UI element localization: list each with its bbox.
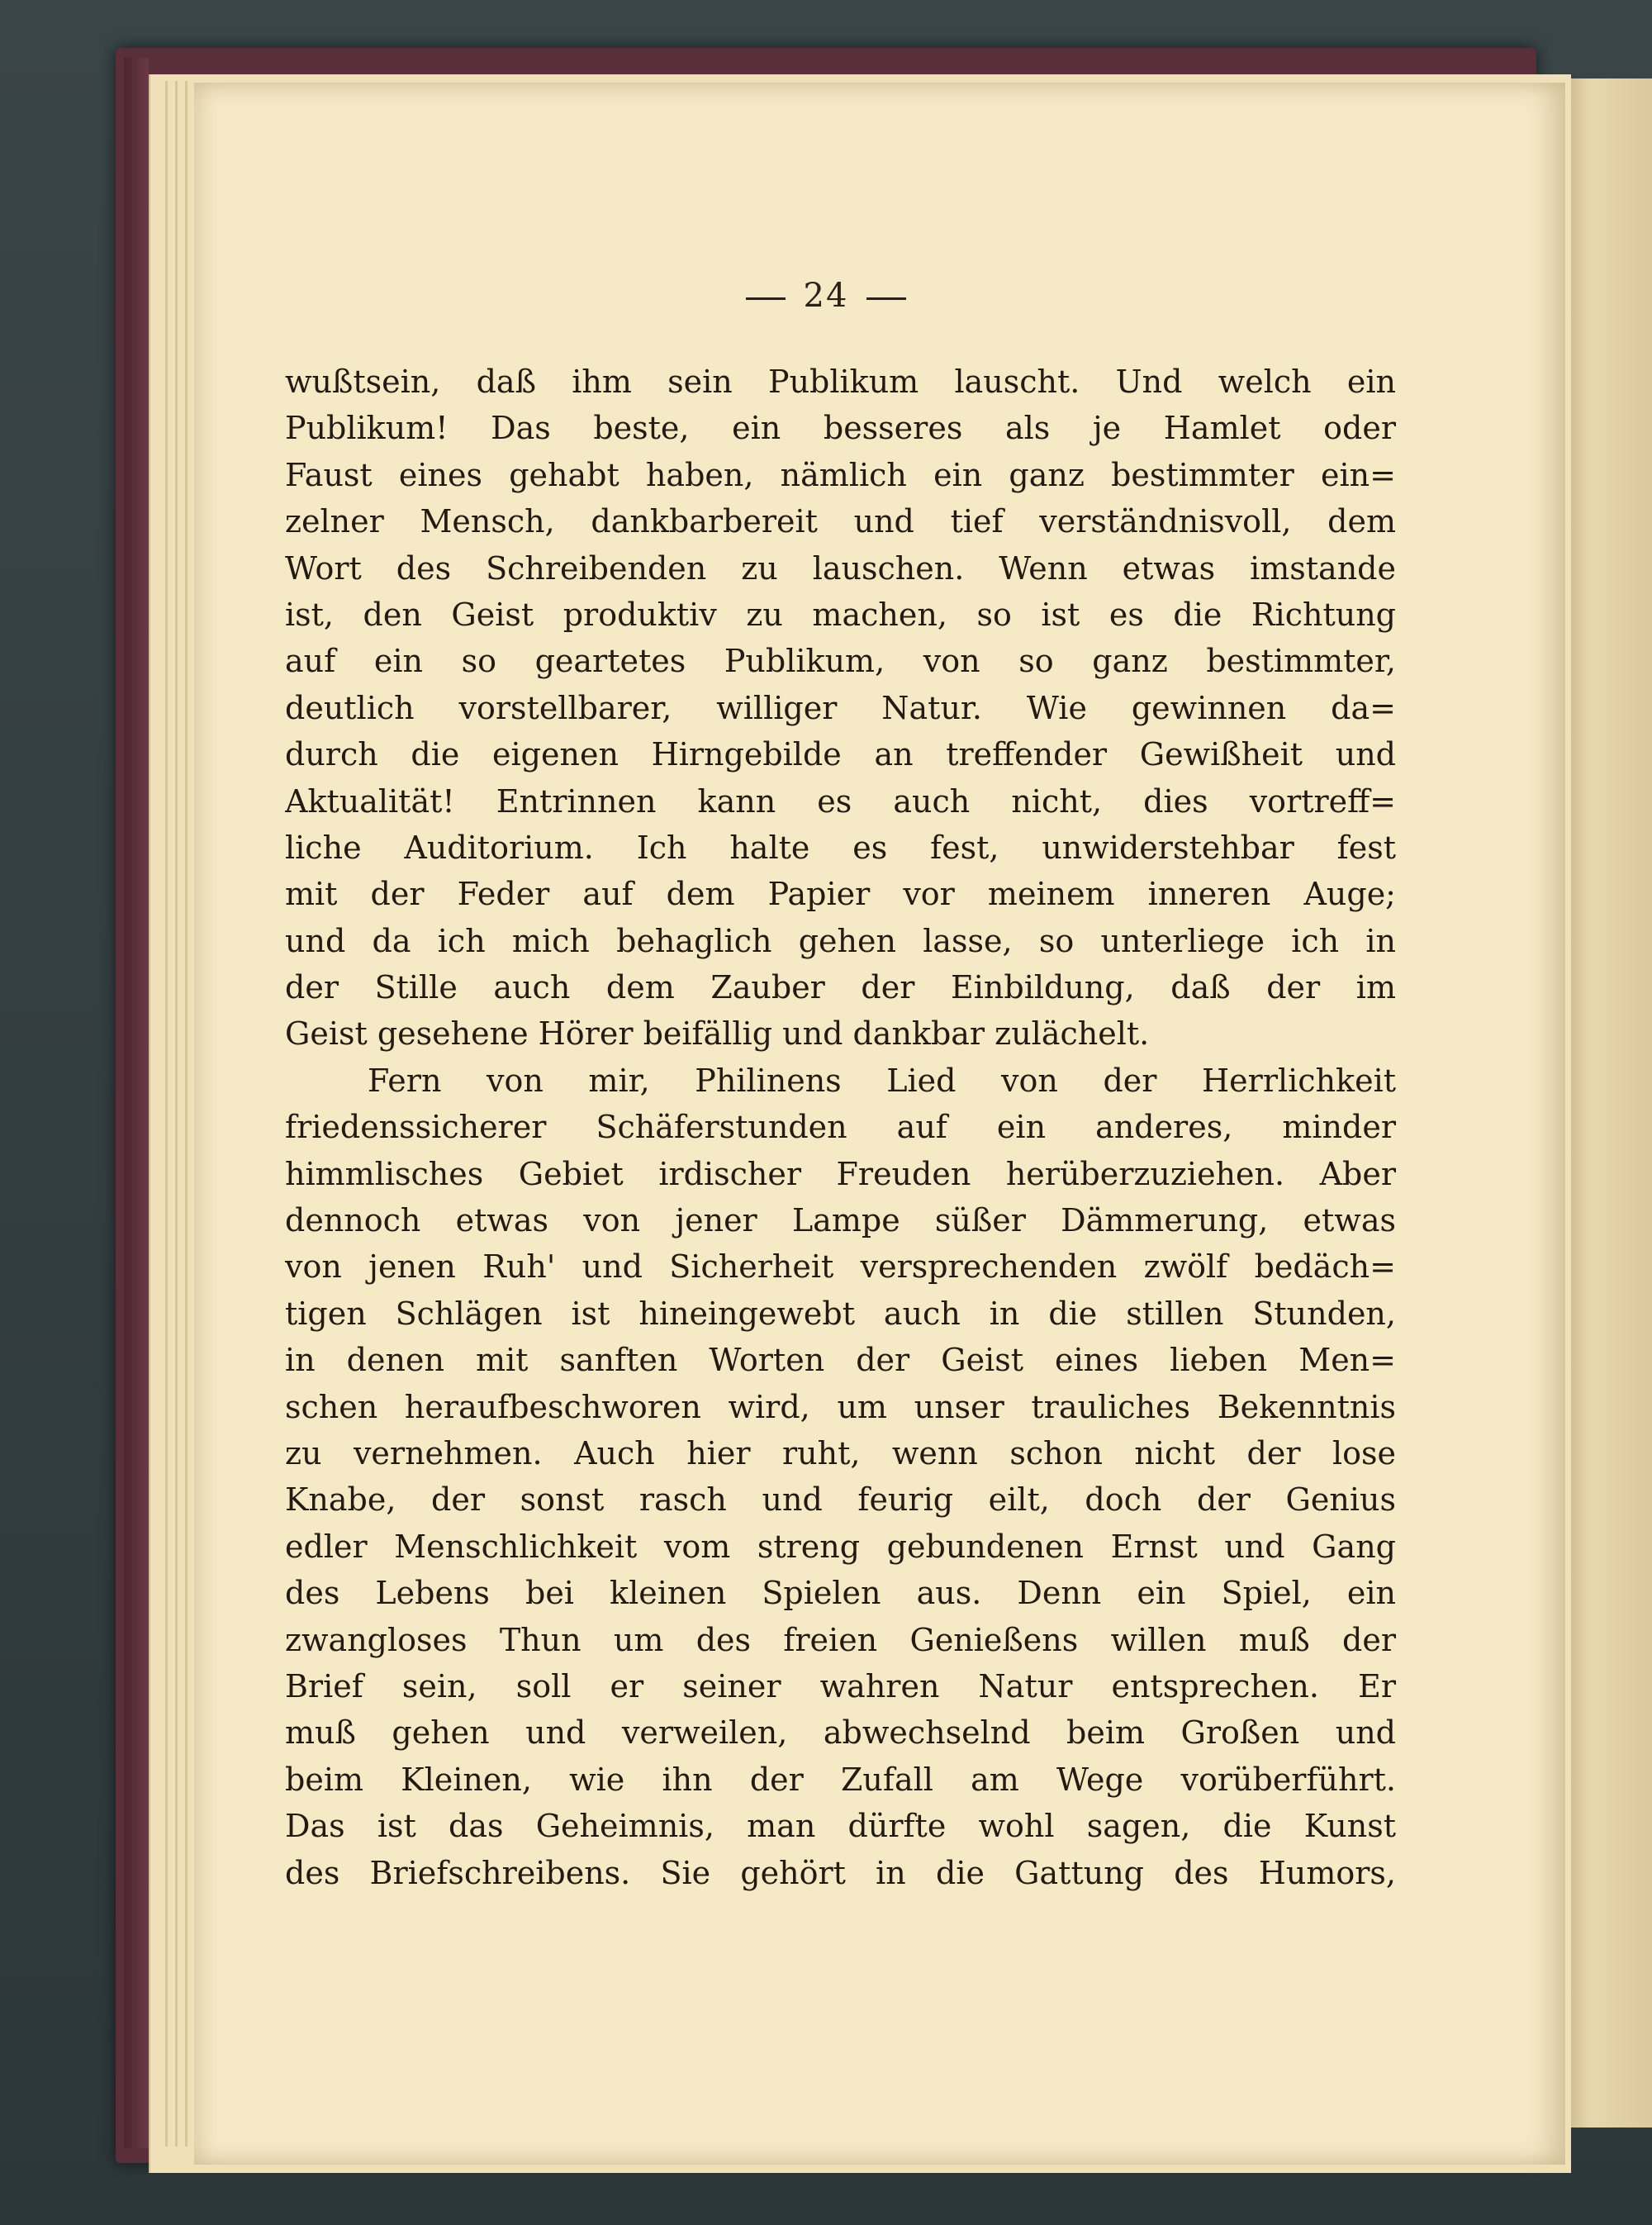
- text-line: und da ich mich behaglich gehen lasse, so unterliege ich in: [285, 922, 1396, 959]
- page-edge-line: [185, 81, 188, 2147]
- header-dash-right: [866, 297, 906, 300]
- text-line: Das ist das Geheimnis, man dürfte wohl sagen, die Kunst: [285, 1808, 1396, 1845]
- text-line: ist, den Geist produktiv zu machen, so ist es die Richtung: [285, 596, 1396, 633]
- text-line: Knabe, der sonst rasch und feurig eilt, doch der Genius: [285, 1481, 1396, 1519]
- text-line: deutlich vorstellbarer, williger Natur. Wie gewinnen da=: [285, 689, 1396, 726]
- text-line: dennoch etwas von jener Lampe süßer Dämmerung, etwas: [285, 1202, 1396, 1239]
- text-line: von jenen Ruh' und Sicherheit versprechenden zwölf bedäch=: [285, 1248, 1396, 1286]
- text-line: Aktualität! Entrinnen kann es auch nicht, dies vortreff=: [285, 782, 1396, 820]
- text-line: des Briefschreibens. Sie gehört in die Gattung des Humors,: [285, 1854, 1396, 1891]
- text-line: zwangloses Thun um des freien Genießens willen muß der: [285, 1621, 1396, 1658]
- text-line: tigen Schlägen ist hineingewebt auch in die stillen Stunden,: [285, 1295, 1396, 1332]
- text-line: Brief sein, soll er seiner wahren Natur entsprechen. Er: [285, 1667, 1396, 1704]
- text-line: Wort des Schreibenden zu lauschen. Wenn etwas imstande: [285, 549, 1396, 587]
- text-line: edler Menschlichkeit vom streng gebundenen Ernst und Gang: [285, 1528, 1396, 1565]
- text-line: zu vernehmen. Auch hier ruht, wenn schon nicht der lose: [285, 1434, 1396, 1471]
- text-line: Fern von mir, Philinens Lied von der Herrlichkeit: [368, 1062, 1396, 1099]
- text-line: schen heraufbeschworen wird, um unser trauliches Bekenntnis: [285, 1388, 1396, 1425]
- text-line: des Lebens bei kleinen Spielen aus. Denn ein Spiel, ein: [285, 1575, 1396, 1612]
- text-line: der Stille auch dem Zauber der Einbildung, daß der im: [285, 969, 1396, 1006]
- text-line: mit der Feder auf dem Papier vor meinem inneren Auge;: [285, 876, 1396, 913]
- facing-page-edge: [1565, 78, 1652, 2128]
- text-line: wußtsein, daß ihm sein Publikum lauscht. Und welch ein: [285, 364, 1396, 400]
- text-line: Faust eines gehabt haben, nämlich ein ganz bestimmter ein=: [285, 456, 1396, 493]
- page-header: [0, 277, 1652, 315]
- text-line: beim Kleinen, wie ihn der Zufall am Wege vorüberführt.: [285, 1761, 1396, 1798]
- text-line: muß gehen und verweilen, abwechselnd beim Großen und: [285, 1714, 1396, 1752]
- text-line: zelner Mensch, dankbarbereit und tief verständnisvoll, dem: [285, 503, 1396, 540]
- text-line: liche Auditorium. Ich halte es fest, unwiderstehbar fest: [285, 829, 1396, 866]
- page-number: 24: [803, 277, 849, 315]
- text-line: in denen mit sanften Worten der Geist eines lieben Men=: [285, 1342, 1396, 1379]
- text-line: auf ein so geartetes Publikum, von so ganz bestimmter,: [285, 643, 1396, 680]
- header-dash-left: [746, 297, 786, 300]
- page-edge-line: [165, 81, 168, 2147]
- text-line: Geist gesehene Hörer beifällig und dankbar zulächelt.: [285, 1015, 1150, 1053]
- page-body-text: [285, 359, 1396, 1896]
- text-line: friedenssicherer Schäferstunden auf ein anderes, minder: [285, 1109, 1396, 1146]
- text-line: durch die eigenen Hirngebilde an treffender Gewißheit und: [285, 736, 1396, 773]
- text-line: Publikum! Das beste, ein besseres als je Hamlet oder: [285, 410, 1396, 447]
- page-edge-line: [175, 81, 178, 2147]
- book-cover-edge: [124, 58, 149, 2148]
- text-line: himmlisches Gebiet irdischer Freuden herüberzuziehen. Aber: [285, 1155, 1396, 1192]
